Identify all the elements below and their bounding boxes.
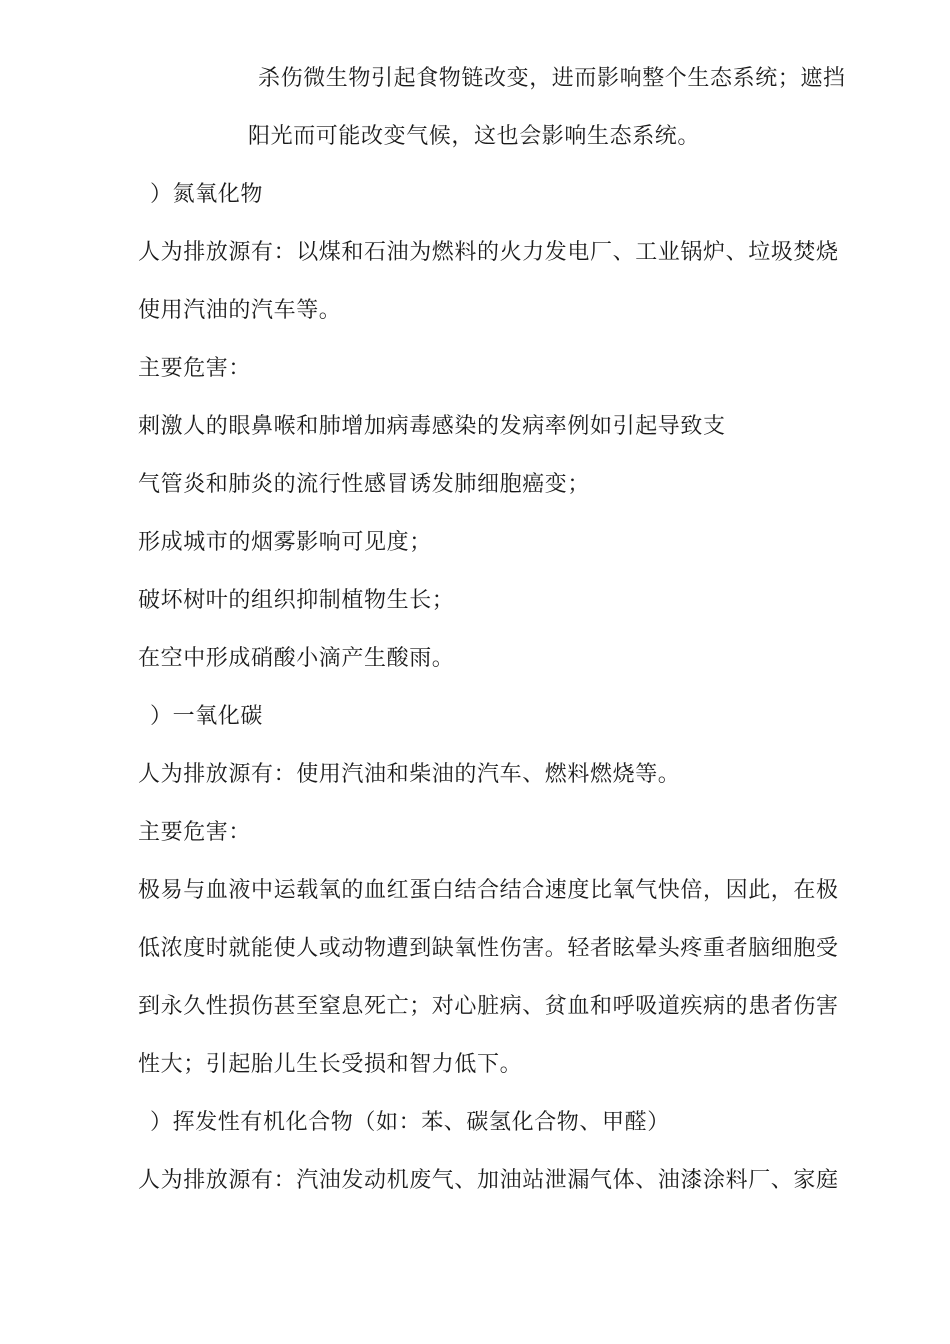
hazard-item: 气管炎和肺炎的流行性感冒诱发肺细胞癌变； [138,472,591,497]
hazard-paragraph-line: 低浓度时就能使人或动物遭到缺氧性伤害。轻者眩晕头疼重者脑细胞受 [138,936,839,961]
section-heading-nox: ）氮氧化物 [150,182,264,207]
emission-sources-line: 人为排放源有：以煤和石油为燃料的火力发电厂、工业锅炉、垃圾焚烧 [138,240,839,265]
section-heading-co: ）一氧化碳 [150,704,264,729]
paragraph-line-continuation: 杀伤微生物引起食物链改变，进而影响整个生态系统；遮挡 [258,66,846,91]
hazard-item: 刺激人的眼鼻喉和肺增加病毒感染的发病率例如引起导致支 [138,414,726,439]
hazard-item: 在空中形成硝酸小滴产生酸雨。 [138,646,455,671]
hazard-item: 形成城市的烟雾影响可见度； [138,530,432,555]
paragraph-line-continuation: 阳光而可能改变气候，这也会影响生态系统。 [248,124,701,149]
emission-sources-line: 人为排放源有：使用汽油和柴油的汽车、燃料燃烧等。 [138,762,681,787]
hazards-label: 主要危害： [138,356,252,381]
emission-sources-line: 使用汽油的汽车等。 [138,298,342,323]
hazard-paragraph-line: 性大；引起胎儿生长受损和智力低下。 [138,1052,523,1077]
hazard-paragraph-line: 到永久性损伤甚至窒息死亡；对心脏病、贫血和呼吸道疾病的患者伤害 [138,994,839,1019]
emission-sources-line: 人为排放源有：汽油发动机废气、加油站泄漏气体、油漆涂料厂、家庭 [138,1168,839,1193]
hazard-item: 破坏树叶的组织抑制植物生长； [138,588,455,613]
hazards-label: 主要危害： [138,820,252,845]
hazard-paragraph-line: 极易与血液中运载氧的血红蛋白结合结合速度比氧气快倍，因此，在极 [138,878,839,903]
section-heading-voc: ）挥发性有机化合物（如：苯、碳氢化合物、甲醛） [150,1110,670,1135]
